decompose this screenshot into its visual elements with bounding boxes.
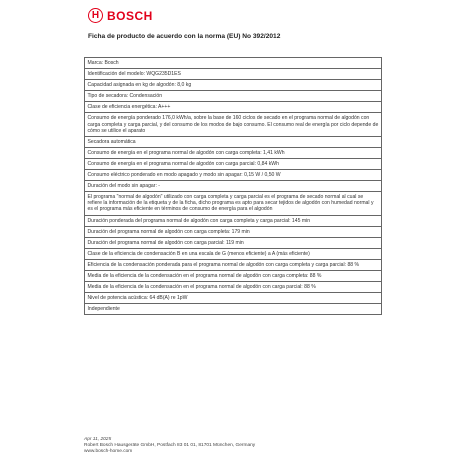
table-cell: Capacidad asignada en kg de algodón: 8,0 kg — [85, 80, 382, 91]
table-row — [85, 192, 382, 215]
table-row — [85, 237, 382, 248]
table-cell: Clase de la eficiencia de condensación B en una escala de G (menos eficiente) a A (más eficiente) — [85, 248, 382, 259]
table-cell: Consumo de energía en el programa normal de algodón con carga parcial: 0,84 kWh — [85, 158, 382, 169]
table-row — [85, 102, 382, 113]
table-cell: Identificación del modelo: WQG235D1ES — [85, 69, 382, 80]
table-row — [85, 293, 382, 304]
table-row — [85, 91, 382, 102]
table-cell: Duración del modo sin apagar: - — [85, 181, 382, 192]
table-cell: Media de la eficiencia de la condensación en el programa normal de algodón con carga parcial: 88 % — [85, 282, 382, 293]
brand-name: BOSCH — [107, 8, 153, 23]
table-row — [85, 158, 382, 169]
table-row — [85, 181, 382, 192]
table-row — [85, 270, 382, 281]
footer-date: Apr 11, 2025 — [84, 437, 112, 442]
table-cell: Nivel de potencia acústica: 64 dB(A) re 1pW — [85, 293, 382, 304]
table-cell: Consumo de energía en el programa normal de algodón con carga completa: 1,41 kWh — [85, 147, 382, 158]
table-cell: Duración ponderada del programa normal de algodón con carga completa y carga parcial: 145 min — [85, 215, 382, 226]
footer-website: www.bosch-home.com — [84, 449, 133, 455]
table-cell: Media de la eficiencia de la condensación en el programa normal de algodón con carga completa: 88 % — [85, 270, 382, 281]
table-row — [85, 69, 382, 80]
document-title: Ficha de producto de acuerdo con la norma (EU) No 392/2012 — [88, 33, 281, 40]
table-cell: Eficiencia de la condensación ponderada para el programa normal de algodón con carga completa y carga parcial: 88 % — [85, 259, 382, 270]
table-row — [85, 215, 382, 226]
table-row — [85, 248, 382, 259]
table-cell: Secadora automática — [85, 136, 382, 147]
table-cell: Consumo de energía ponderado 176,0 kWh/a, sobre la base de 160 ciclos de secado en el programa normal de algodón con carga completa y carga parcial, y del consumo de los modos de bajo consumo. El consumo real de energía por ciclo depende de cómo se utilice el aparato — [85, 113, 382, 136]
footer-address: Robert Bosch Hausgeräte GmbH, Postfach 83 01 01, 81701 München, Germany — [84, 443, 256, 449]
table-row — [85, 80, 382, 91]
table-row — [85, 226, 382, 237]
table-row — [85, 259, 382, 270]
table-cell: Marca: Bosch — [85, 58, 382, 69]
table-cell: Consumo eléctrico ponderado en modo apagado y modo sin apagar: 0,15 W / 0,50 W — [85, 170, 382, 181]
bosch-armature-icon: H — [88, 8, 103, 23]
bosch-logo — [88, 8, 153, 23]
table-row — [85, 136, 382, 147]
table-row — [85, 282, 382, 293]
table-cell: Independiente — [85, 304, 382, 315]
table-row — [85, 147, 382, 158]
table-cell: Duración del programa normal de algodón con carga completa: 179 min — [85, 226, 382, 237]
table-cell: El programa "normal de algodón" utilizado con carga completa y carga parcial es el programa de secado normal al cual se refiere la información de la etiqueta y de la ficha, dicho programa es apto para secar tejidos de algodón con humedad normal y es el programa más eficiente en términos de consumo de energía para el algodón — [85, 192, 382, 215]
product-sheet-table — [84, 57, 382, 315]
table-row — [85, 58, 382, 69]
table-cell: Clase de eficiencia energética: A+++ — [85, 102, 382, 113]
table-row — [85, 304, 382, 315]
table-cell: Duración del programa normal de algodón con carga parcial: 119 min — [85, 237, 382, 248]
table-row — [85, 170, 382, 181]
footer — [84, 437, 255, 456]
table-row — [85, 113, 382, 136]
table-cell: Tipo de secadora: Condensación — [85, 91, 382, 102]
